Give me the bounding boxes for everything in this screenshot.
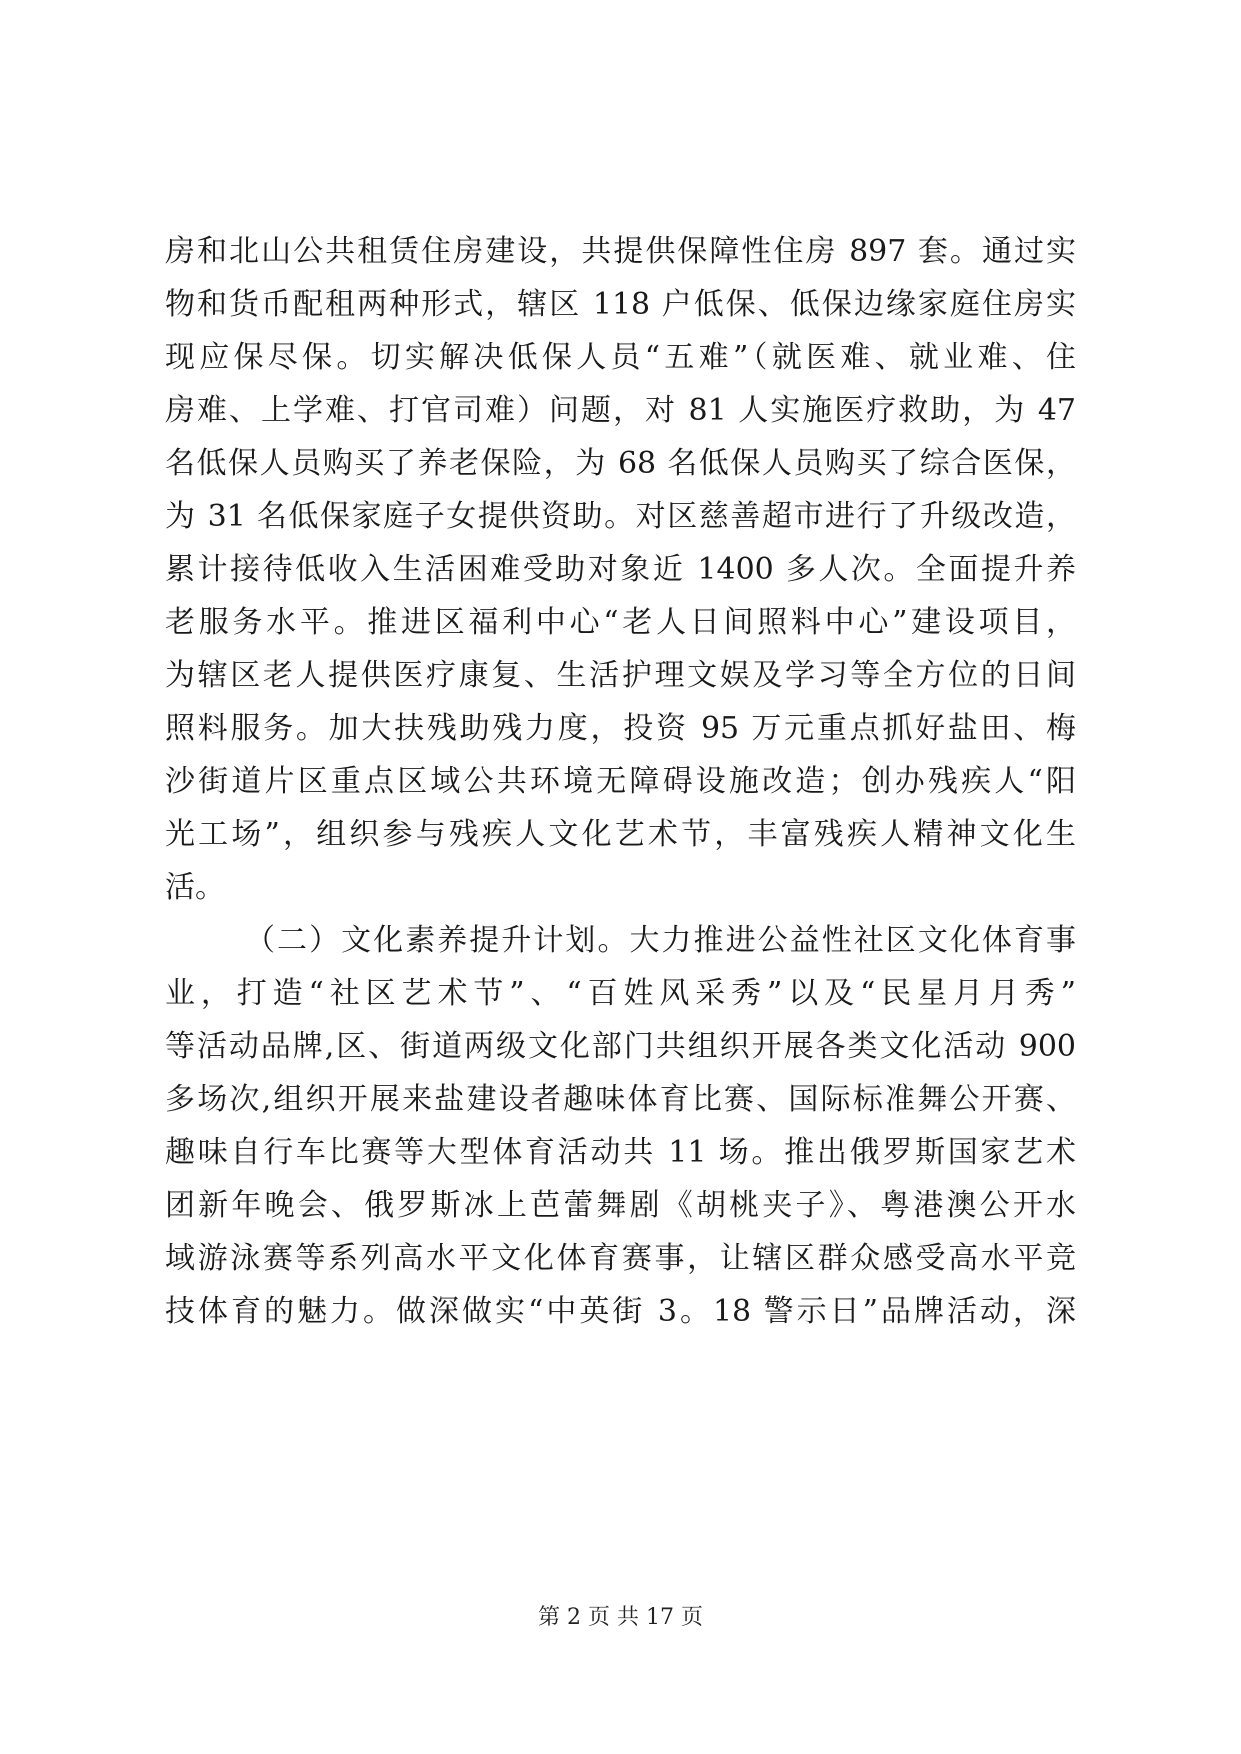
text-line: 为 31 名低保家庭子女提供资助。对区慈善超市进行了升级改造， [165,499,1076,534]
text-line: 活。 [165,870,225,905]
text-line: 沙街道片区重点区域公共环境无障碍设施改造；创办残疾人“阳 [165,764,1076,799]
text-line: 技体育的魅力。做深做实“中英街 3。18 警示日”品牌活动，深 [165,1294,1076,1329]
text-line: 房和北山公共租赁住房建设，共提供保障性住房 897 套。通过实 [165,234,1076,269]
text-line: 多场次,组织开展来盐建设者趣味体育比赛、国际标准舞公开赛、 [165,1082,1076,1117]
text-line: 域游泳赛等系列高水平文化体育赛事，让辖区群众感受高水平竞 [165,1241,1076,1276]
text-line: 业，打造“社区艺术节”、“百姓风采秀”以及“民星月月秀” [165,976,1076,1011]
text-line: 团新年晚会、俄罗斯冰上芭蕾舞剧《胡桃夹子》、粤港澳公开水 [165,1188,1076,1223]
text-line: 光工场”，组织参与残疾人文化艺术节，丰富残疾人精神文化生 [165,817,1076,852]
text-line: 趣味自行车比赛等大型体育活动共 11 场。推出俄罗斯国家艺术 [165,1135,1076,1170]
text-line: 等活动品牌,区、街道两级文化部门共组织开展各类文化活动 900 [165,1029,1076,1064]
page-number-footer: 第 2 页 共 17 页 [538,1605,703,1630]
text-line: 老服务水平。推进区福利中心“老人日间照料中心”建设项目， [165,605,1076,640]
text-line: 为辖区老人提供医疗康复、生活护理文娱及学习等全方位的日间 [165,658,1076,693]
text-line: 照料服务。加大扶残助残力度，投资 95 万元重点抓好盐田、梅 [165,711,1076,746]
text-line: 名低保人员购买了养老保险，为 68 名低保人员购买了综合医保， [165,446,1076,481]
text-line: 物和货币配租两种形式，辖区 118 户低保、低保边缘家庭住房实 [165,287,1076,322]
section-heading-line: （二）文化素养提升计划。大力推进公益性社区文化体育事 [245,923,1076,958]
text-line: 现应保尽保。切实解决低保人员“五难”（就医难、就业难、住 [165,340,1076,375]
text-line: 房难、上学难、打官司难）问题，对 81 人实施医疗救助，为 47 [165,393,1076,428]
text-line: 累计接待低收入生活困难受助对象近 1400 多人次。全面提升养 [165,552,1076,587]
